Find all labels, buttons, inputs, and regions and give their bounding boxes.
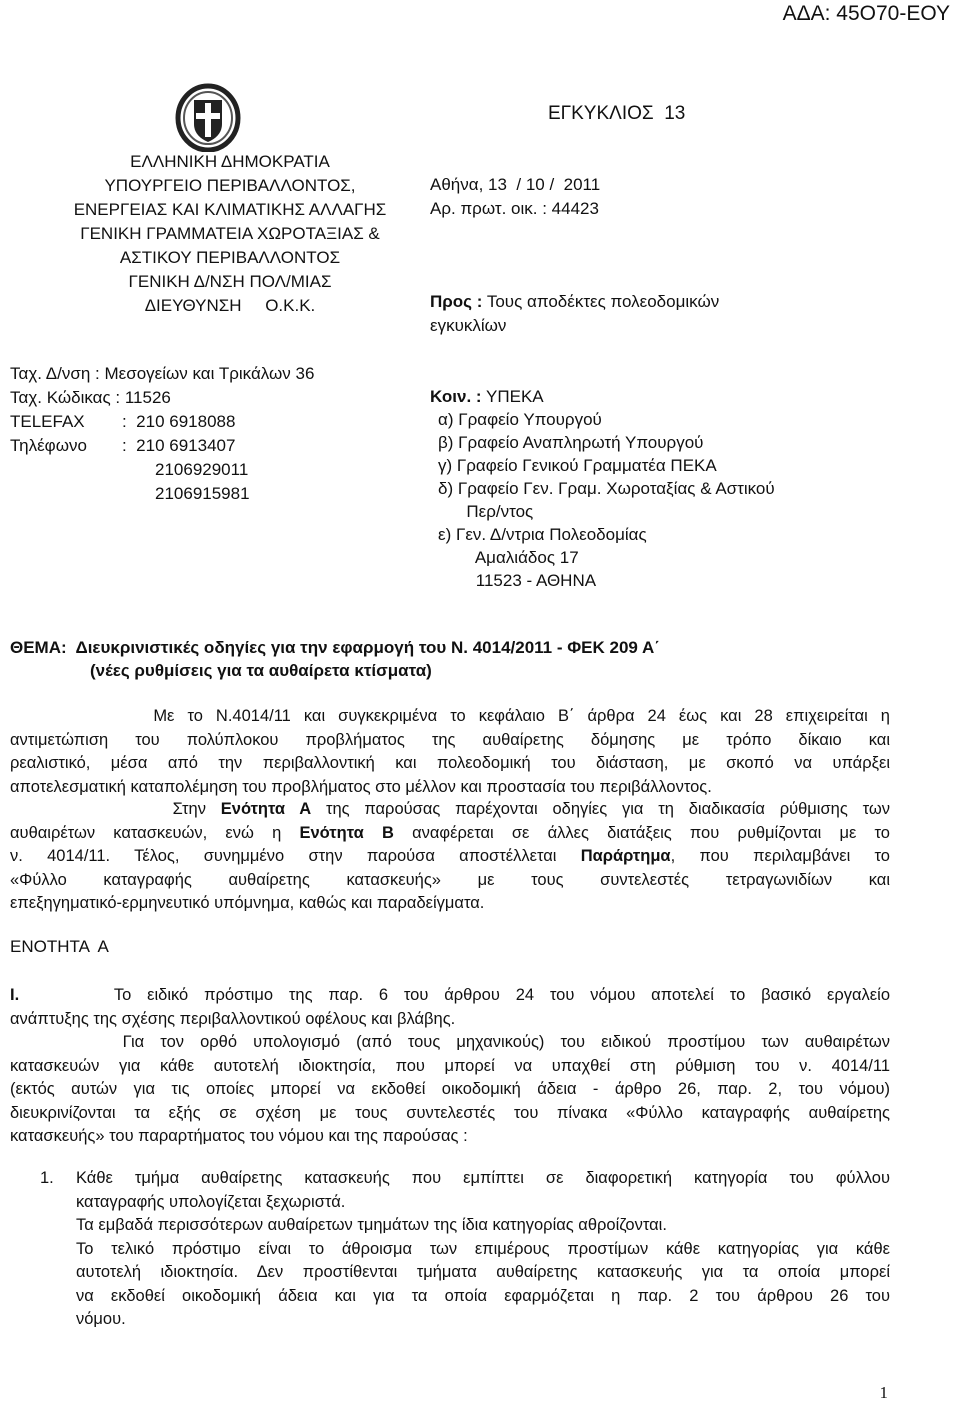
paragraph-line: αντιμετώπιση του πολύπλοκου προβλήματος της αυθαίρετης δόμησης με τρόπο δίκαιο και [10, 730, 890, 749]
date-block [430, 173, 600, 221]
ministry-line: ΑΣΤΙΚΟΥ ΠΕΡΙΒΑΛΛΟΝΤΟΣ [119, 248, 341, 267]
paragraph [10, 705, 890, 799]
list-line: Το τελικό πρόστιμο είναι το άθροισμα των επιμέρους προστίμων κάθε κατηγορίας για κάθε [76, 1239, 890, 1258]
cc-item: 11523 - ΑΘΗΝΑ [438, 571, 597, 590]
item-number: Ι. [10, 986, 20, 1004]
text-run: Στην [10, 800, 221, 818]
paragraph-line: ρεαλιστικό, μέσα από την περιβαλλοντική και πολεοδομική του διάσταση, με σκοπό να υπάρξει [10, 754, 890, 772]
list-line: νόμου. [76, 1310, 126, 1328]
paragraph-line: κατασκευής» του παραρτήματος του νόμου και της παρούσας : [10, 1127, 468, 1145]
ministry-line: ΕΝΕΡΓΕΙΑΣ ΚΑΙ ΚΛΙΜΑΤΙΚΗΣ ΑΛΛΑΓΗΣ [73, 200, 387, 219]
subject-line: (νέες ρυθμίσεις για τα αυθαίρετα κτίσματα) [90, 661, 432, 680]
recipients [430, 290, 719, 338]
ministry-line: ΥΠΟΥΡΓΕΙΟ ΠΕΡΙΒΑΛΛΟΝΤΟΣ, [104, 176, 356, 195]
ministry-block [40, 150, 420, 318]
list-number: 1. [40, 1169, 54, 1187]
cc-label: Κοιν. : [430, 387, 482, 406]
address: Ταχ. Δ/νση : Μεσογείων και Τρικάλων 36 [10, 364, 315, 383]
paragraph-line [10, 822, 890, 846]
date: Αθήνα, 13 / 10 / 2011 [430, 175, 601, 194]
contact-block [10, 362, 314, 506]
ministry-line: ΓΕΝΙΚΗ ΓΡΑΜΜΑΤΕΙΑ ΧΩΡΟΤΑΞΙΑΣ & [80, 224, 380, 243]
ministry-line: ΔΙΕΥΘΥΝΣΗ Ο.Κ.Κ. [144, 296, 316, 315]
text-run: αυθαιρέτων κατασκευών, ενώ η [10, 823, 300, 842]
to-label: Προς : [430, 292, 483, 311]
greek-coat-of-arms-icon [172, 80, 244, 152]
text-run: , που περιλαμβάνει το [670, 847, 890, 865]
ada-code: ΑΔΑ: 45Ο70-ΕΟΥ [782, 2, 950, 25]
page-number: 1 [879, 1383, 888, 1402]
paragraph-line: (εκτός αυτών για τις οποίες μπορεί να εκδοθεί οικοδομική άδεια - άρθρο 26, παρ. 2, του νόμου) [10, 1080, 890, 1098]
paragraph-line: «Φύλλο καταγραφής αυθαίρετης κατασκευής» με τους συντελεστές τετραγωνιδίων και [10, 870, 890, 889]
section-heading: ΕΝΟΤΗΤΑ Α [10, 937, 109, 956]
bold-run: Ενότητα Β [299, 823, 394, 842]
paragraph-line: κατασκευών για κάθε αυτοτελή ιδιοκτησία, που μπορεί να υπαχθεί στη ρύθμιση του ν. 4014/11 [10, 1056, 890, 1075]
to-text: Τους αποδέκτες πολεοδομικών [486, 292, 720, 311]
text-run: της παρούσας παρέχονται οδηγίες για τη διαδικασία ρύθμισης των [311, 800, 890, 818]
ministry-line: ΕΛΛΗΝΙΚΗ ΔΗΜΟΚΡΑΤΙΑ [130, 152, 330, 171]
telefax-label: TELEFAX [10, 412, 85, 431]
cc-item: Αμαλιάδος 17 [438, 548, 579, 567]
bold-run: Ενότητα Α [220, 800, 312, 818]
protocol-number: Αρ. πρωτ. οικ. : 44423 [430, 199, 599, 218]
paragraph-line [10, 984, 890, 1008]
phone-label: Τηλέφωνο [10, 436, 87, 455]
cc-item: ΥΠΕΚΑ [485, 387, 544, 406]
paragraph-line: Με το Ν.4014/11 και συγκεκριμένα το κεφάλαιο Β΄ άρθρα 24 έως και 28 επιχειρείται η [10, 707, 890, 725]
postcode: Ταχ. Κώδικας : 11526 [10, 388, 171, 407]
paragraph [10, 984, 890, 1031]
list-line: να εκδοθεί οικοδομική άδεια και για τα οποία εφαρμόζεται η παρ. 2 του άρθρου 26 του [76, 1286, 890, 1305]
cc-list [430, 385, 775, 592]
cc-item: Περ/ντος [438, 502, 534, 521]
cc-item: α) Γραφείο Υπουργού [438, 410, 602, 429]
paragraph-line: επεξηγηματικό-ερμηνευτικό υπόμνημα, καθώς και παραδείγματα. [10, 894, 485, 912]
list-line: καταγραφής υπολογίζεται ξεχωριστά. [76, 1192, 346, 1211]
paragraph-line [10, 845, 890, 869]
paragraph-line: ανάπτυξης της σχέσης περιβαλλοντικού οφέλους και βλάβης. [10, 1009, 456, 1028]
phone-extra: 2106929011 [155, 460, 249, 479]
bold-run: Παράρτημα [580, 847, 671, 865]
cc-item: ε) Γεν. Δ/ντρια Πολεοδομίας [438, 525, 647, 544]
text-run: ν. 4014/11. Τέλος, συνημμένο στην παρούσα αποστέλλεται [10, 847, 581, 865]
to-text: εγκυκλίων [430, 316, 507, 335]
circular-title: ΕΓΚΥΚΛΙΟΣ 13 [548, 103, 686, 124]
cc-item: δ) Γραφείο Γεν. Γραμ. Χωροταξίας & Αστικού [438, 479, 775, 498]
cc-item: γ) Γραφείο Γενικού Γραμματέα ΠΕΚΑ [438, 456, 717, 475]
text-run: Το ειδικό πρόστιμο της παρ. 6 του άρθρου 24 του νόμου αποτελεί το βασικό εργαλείο [19, 986, 890, 1004]
paragraph-line [10, 798, 890, 822]
text-run: αναφέρεται σε άλλες διατάξεις που ρυθμίζονται με το [393, 823, 890, 842]
list-line: Κάθε τμήμα αυθαίρετης κατασκευής που εμπίπτει σε διαφορετική κατηγορία του φύλλου [76, 1169, 890, 1187]
subject [10, 636, 660, 682]
paragraph [10, 1031, 890, 1149]
ministry-line: ΓΕΝΙΚΗ Δ/ΝΣΗ ΠΟΛ/ΜΙΑΣ [128, 272, 332, 291]
paragraph-line: Για τον ορθό υπολογισμό (από τους μηχανικούς) του ειδικού προστίμου των αυθαιρέτων [10, 1033, 890, 1051]
list-line: αυτοτελή ιδιοκτησία. Δεν προστίθενται τμήματα αυθαίρετης κατασκευής για τα οποία μπορεί [76, 1263, 890, 1281]
phone-value: : 210 6913407 [122, 436, 236, 455]
phone-extra: 2106915981 [155, 484, 250, 503]
list-item [76, 1167, 890, 1332]
list-line: Τα εμβαδά περισσότερων αυθαίρετων τμημάτων της ίδια κατηγορίας αθροίζονται. [76, 1216, 667, 1234]
cc-item: β) Γραφείο Αναπληρωτή Υπουργού [438, 433, 704, 452]
paragraph [10, 798, 890, 916]
subject-line: ΘΕΜΑ: Διευκρινιστικές οδηγίες για την εφαρμογή του Ν. 4014/2011 - ΦΕΚ 209 Α΄ [10, 638, 660, 657]
paragraph-line: διευκρινίζονται τα εξής σε σχέση με τους συντελεστές του πίνακα «Φύλλο καταγραφής αυθαίρετης [10, 1103, 890, 1122]
telefax-value: : 210 6918088 [122, 412, 236, 431]
paragraph-line: αποτελεσματική καταπολέμηση του προβλήματος στο μέλλον και προστασία του περιβάλλοντος. [10, 777, 712, 796]
